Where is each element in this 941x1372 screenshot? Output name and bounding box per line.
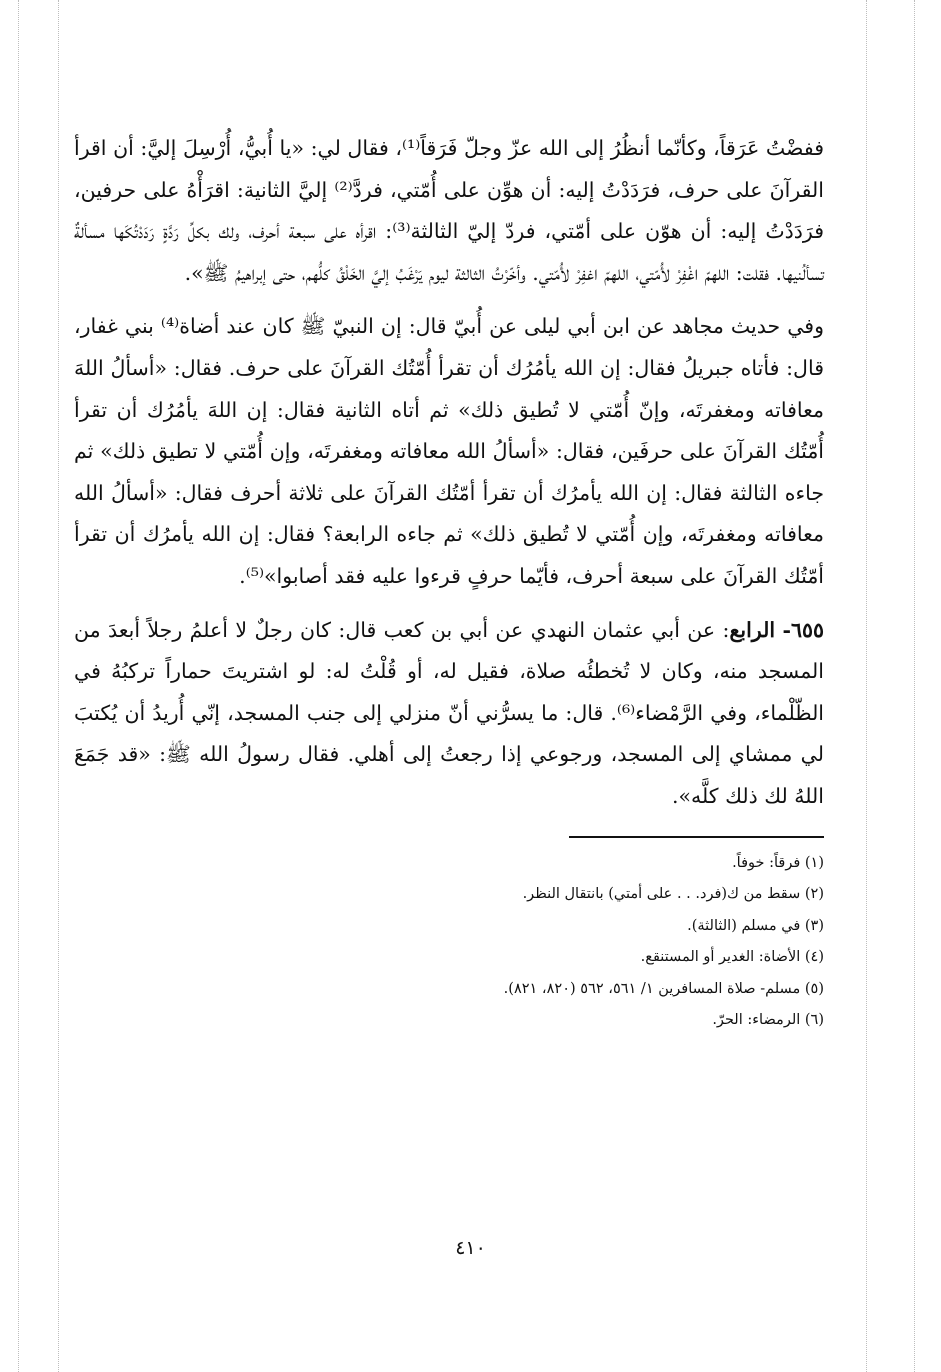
paragraph-number: ٦٥٥- <box>782 617 824 642</box>
footnote-3: (٣) في مسلم (الثالثة). <box>687 917 824 934</box>
footnote-divider <box>569 836 824 838</box>
hadith-paragraph-2: وفي حديث مجاهد عن ابن أبي ليلى عن أُبيّ قال: إن النبيّ ﷺ كان عند أضاة⁽⁴⁾ بني غفار، قال: فأتاه جبريلُ فقال: إن الله يأمُرُك أن تقرأ أُمّتُك القرآنَ على حرف. فقال: «أسألُ اللهَ معافاته ومغفرتَه، وإنّ أُمّتي لا تُطيق ذلك» ثم أتاه الثانية فقال: إن اللهَ يأمُرُك أن تقرأ أُمّتُك القرآنَ على حرفَين، فقال: «أسألُ الله معافاته ومغفرتَه، وإن أُمّتي لا تطيق ذلك» ثم جاءه الثالثة فقال: إن الله يأمرُك أن تقرأ أمّتُك القرآنَ على ثلاثة أحرف فقال: «أسألُ الله معافاته ومغفرتَه، وإن أُمّتي لا تُطيق ذلك» ثم جاءه الرابعة؟ فقال: إن الله يأمرُك أن تقرأ أمّتُك القرآنَ على سبعة أحرف، فأيّما حرفٍ قرءوا عليه فقد أصابوا»⁽⁵⁾. <box>74 314 824 588</box>
footnote-2: (٢) سقط من ك(فرد. . . على أمتي) بانتقال النظر. <box>522 886 824 902</box>
scan-edge-line <box>58 0 59 1372</box>
paragraph-text: : عن أبي عثمان النهدي عن أبي بن كعب قال: كان رجلٌ لا أعلمُ رجلاً أبعدَ من المسجد منه، وكان لا تُخطئُه صلاة، فقيل له، أو قُلْتُ له: لو اشتريتَ حماراً تركبُهُ في الظّلْماء، وفي الرَّمْضاء⁽⁶⁾. قال: ما يسرُّني أنّ منزلي إلى جنب المسجد، إنّي أُريدُ أن يُكتبَ لي ممشاي إلى المسجد، ورجوعي إذا رجعتُ إلى أهلي. فقال رسولُ الله ﷺ: «قد جَمَعَ اللهُ لك ذلك كلَّه». <box>74 617 825 808</box>
scan-edge-line <box>18 0 19 1372</box>
footnotes-list <box>74 848 824 1037</box>
scan-edge-line <box>914 0 915 1372</box>
hadith-paragraph-1: ففضْتُ عَرَقاً، وكأنّما أنظُرُ إلى الله عزّ وجلّ فَرَقاً⁽¹⁾، فقال لي: «يا أُبيُّ، أُرْسِلَ إليَّ: أن اقرأ القرآنَ على حرف، فرَدَدْتُ إليه: أن هوِّن على أُمّتي، فردَّ⁽²⁾ إليَّ الثانية: اقرَأْهُ على حرفين، فرَدَدْتُ إليه: أن هوّن على أمّتي، فردّ إليّ الثالثة⁽³⁾: اقرأه على سبعة أحرف، ولك بكلِّ رَدَّةٍ رَدَدْتُكَها مسألةٌ تسألُنيها. فقلت: اللهمّ اغْفِرْ لأُمّتي، اللهمّ اغفِرْ لأُمّتي. وأخّرْتُ الثالثة ليوم يَرْغَبُ إليَّ الخَلْقُ كلُّهم، حتى إبراهيمُ ﷺ». <box>74 136 824 285</box>
paragraph-heading: الرابع <box>729 617 776 642</box>
footnote-6: (٦) الرمضاء: الحرّ. <box>712 1012 824 1028</box>
footnote-5: (٥) مسلم- صلاة المسافرين ١/ ٥٦١، ٥٦٢ (٨٢٠، ٨٢١). <box>503 980 824 997</box>
footnote-4: (٤) الأضاة: الغدير أو المستنقع. <box>640 949 824 965</box>
hadith-paragraph-655 <box>74 610 824 818</box>
footnote-1: (١) فرقاً: خوفاً. <box>732 854 824 871</box>
scan-edge-line <box>866 0 867 1372</box>
book-page <box>74 128 824 1037</box>
page-number: ٤١٠ <box>455 1237 486 1259</box>
